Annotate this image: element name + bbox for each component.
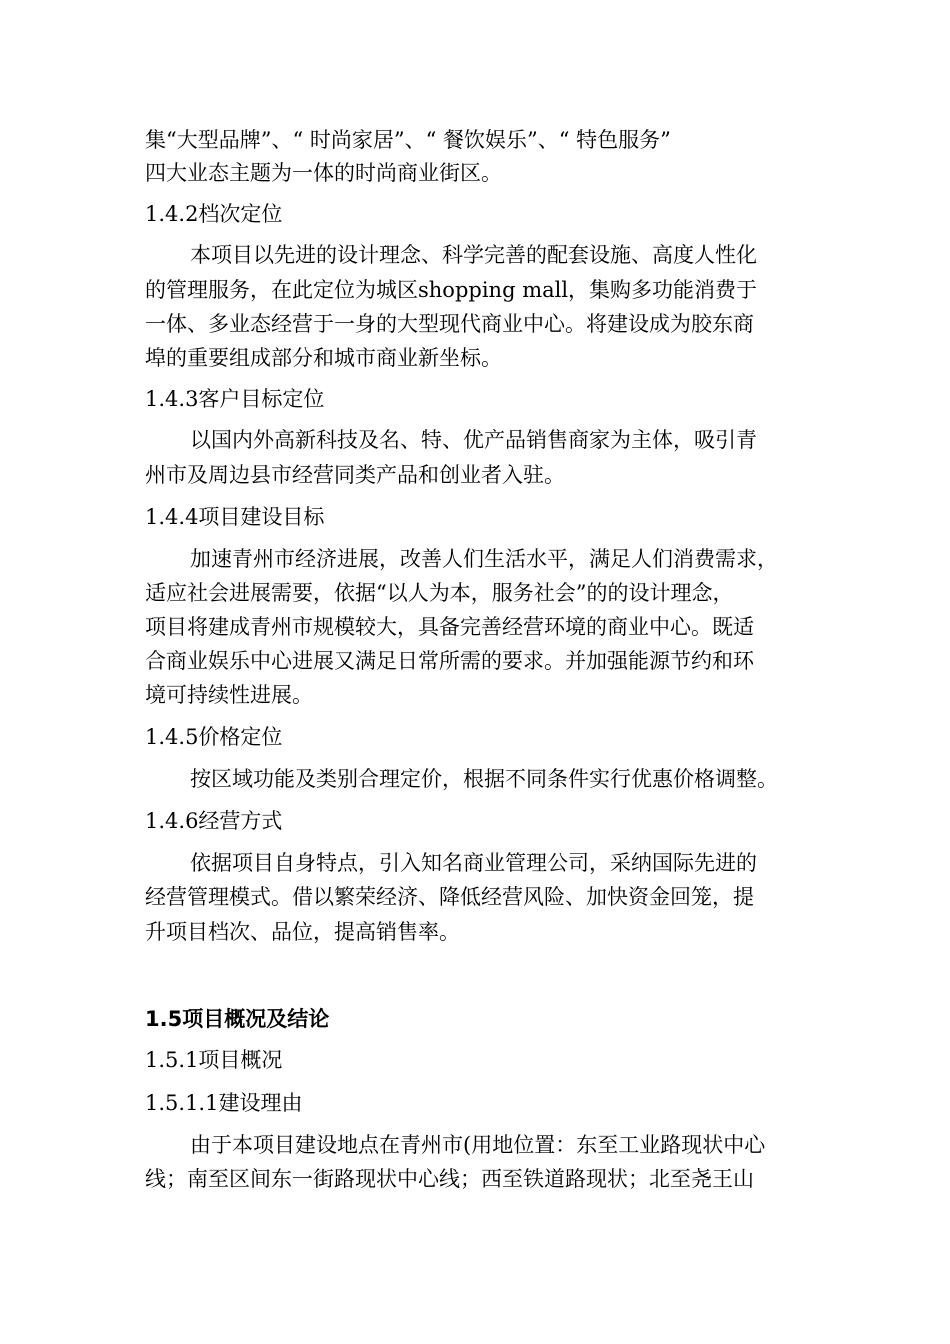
paragraph-line: 的管理服务，在此定位为城区shopping mall，集购多功能消费于 (145, 278, 758, 302)
paragraph-line: 境可持续性进展。 (145, 683, 313, 707)
paragraph-line: 一体、多业态经营于一身的大型现代商业中心。将建设成为胶东商 (145, 312, 754, 336)
section-heading-1-5: 1.5项目概况及结论 (145, 1007, 330, 1031)
paragraph-line: 经营管理模式。借以繁荣经济、降低经营风险、加快资金回笼，提 (145, 885, 754, 909)
paragraph-line: 四大业态主题为一体的时尚商业街区。 (145, 161, 502, 185)
paragraph-line: 集“大型品牌”、“ 时尚家居”、“ 餐饮娱乐”、“ 特色服务” (145, 128, 671, 152)
paragraph-line: 线；南至区间东一街路现状中心线；西至铁道路现状；北至尧王山 (145, 1167, 754, 1191)
section-heading-1-5-1-1: 1.5.1.1建设理由 (145, 1091, 303, 1115)
paragraph-line: 合商业娱乐中心进展又满足日常所需的要求。并加强能源节约和环 (145, 649, 754, 673)
paragraph-line: 加速青州市经济进展，改善人们生活水平，满足人们消费需求， (190, 547, 778, 571)
paragraph-line: 项目将建成青州市规模较大，具备完善经营环境的商业中心。既适 (145, 615, 754, 639)
section-heading-1-5-1: 1.5.1项目概况 (145, 1048, 283, 1072)
section-heading-1-4-3: 1.4.3客户目标定位 (145, 387, 325, 411)
paragraph-line: 升项目档次、品位，提高销售率。 (145, 920, 460, 944)
paragraph-line: 依据项目自身特点，引入知名商业管理公司，采纳国际先进的 (190, 851, 757, 875)
section-heading-1-4-2: 1.4.2档次定位 (145, 202, 283, 226)
paragraph-line: 州市及周边县市经营同类产品和创业者入驻。 (145, 463, 565, 487)
paragraph-line: 由于本项目建设地点在青州市(用地位置：东至工业路现状中心 (190, 1133, 766, 1157)
paragraph-line: 以国内外高新科技及名、特、优产品销售商家为主体，吸引青 (190, 428, 757, 452)
paragraph-line: 按区域功能及类别合理定价，根据不同条件实行优惠价格调整。 (190, 767, 778, 791)
paragraph-line: 适应社会进展需要，依据“以人为本，服务社会”的的设计理念， (145, 581, 734, 605)
section-heading-1-4-4: 1.4.4项目建设目标 (145, 505, 325, 529)
paragraph-line: 埠的重要组成部分和城市商业新坐标。 (145, 346, 502, 370)
section-heading-1-4-5: 1.4.5价格定位 (145, 725, 283, 749)
paragraph-line: 本项目以先进的设计理念、科学完善的配套设施、高度人性化 (190, 243, 757, 267)
section-heading-1-4-6: 1.4.6经营方式 (145, 809, 283, 833)
